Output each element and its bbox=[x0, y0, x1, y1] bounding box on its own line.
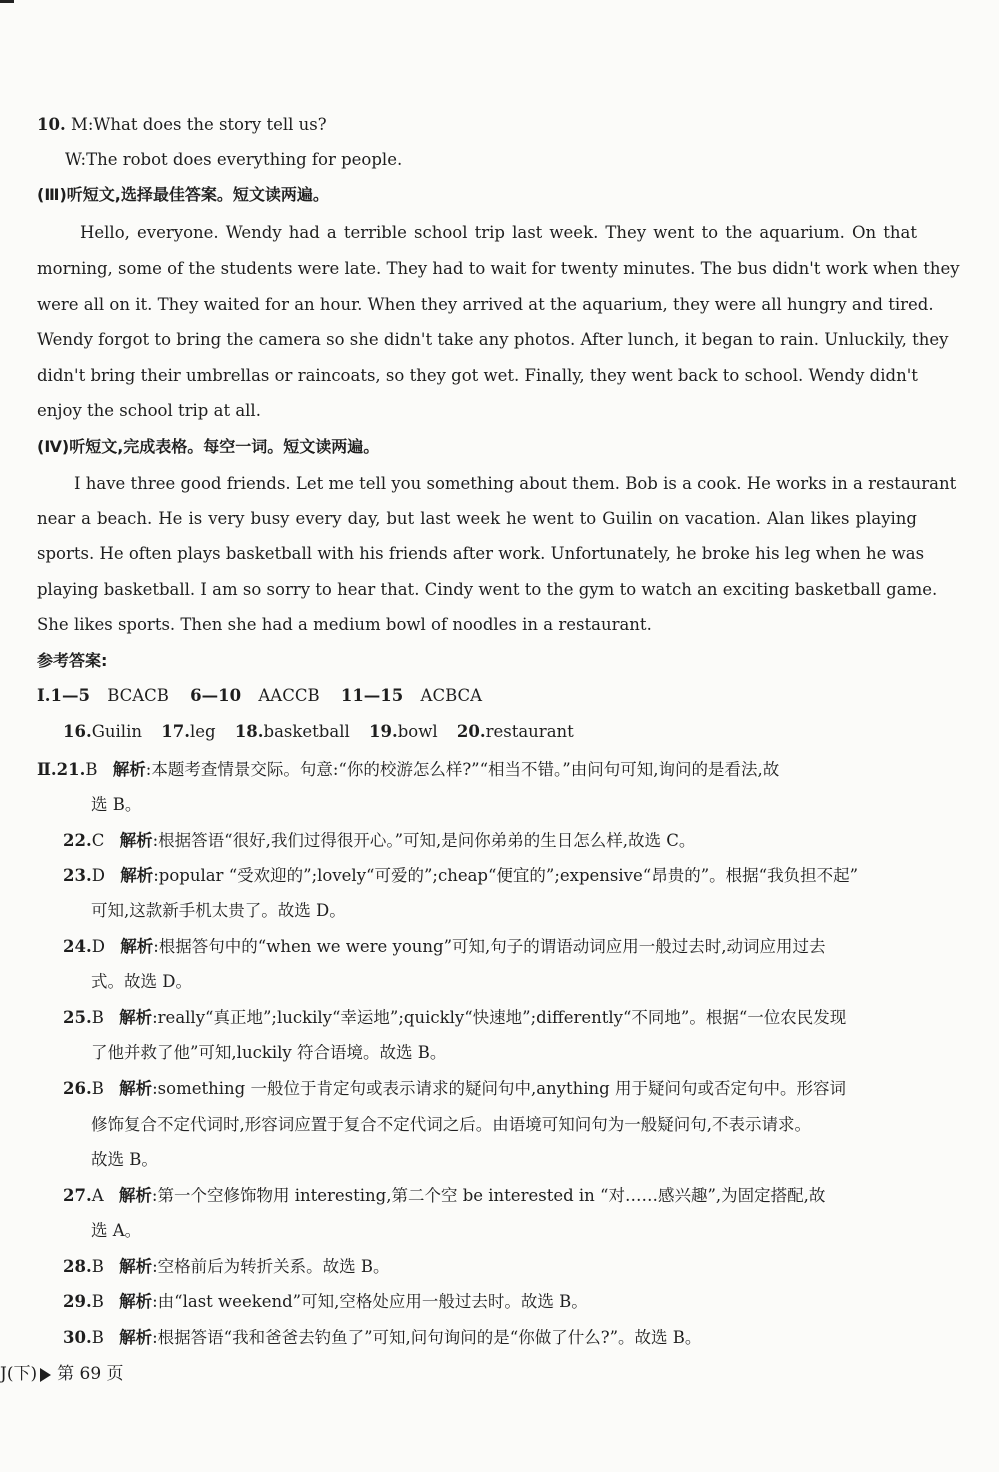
q27-text-2: 选 A。 bbox=[91, 1221, 142, 1240]
q26-text-3: 故选 B。 bbox=[91, 1150, 158, 1169]
q22-analysis-label: 解析 bbox=[119, 831, 153, 850]
q22-number: 22. bbox=[63, 831, 92, 850]
blank-18-answer: basketball bbox=[263, 722, 350, 741]
blank-18-number: 18. bbox=[234, 722, 264, 741]
blank-17-answer: leg bbox=[189, 722, 216, 741]
answers-heading: 参考答案: bbox=[37, 651, 108, 670]
q29-number: 29. bbox=[63, 1292, 92, 1311]
q10-m-text: M:What does the story tell us? bbox=[70, 115, 327, 134]
part4-heading: (Ⅳ)听短文,完成表格。每空一词。短文读两遍。 bbox=[37, 437, 380, 456]
q29-answer: B bbox=[91, 1292, 104, 1311]
q24-analysis-label: 解析 bbox=[120, 937, 154, 956]
part4-line-2: near a beach. He is very busy every day, but last week he went to Guilin on vacation. Alan likes playing bbox=[37, 509, 917, 528]
q26-text-2: 修饰复合不定代词时,形容词应置于复合不定代词之后。由语境可知问句为一般疑问句,不表示请求。 bbox=[91, 1115, 811, 1134]
blank-20-number: 20. bbox=[456, 722, 486, 741]
q22-answer: C bbox=[91, 831, 105, 850]
q24-text-1: :根据答句中的“when we were young”可知,句子的谓语动词应用一般过去时,动词应用过去 bbox=[153, 937, 826, 956]
q26-analysis-label: 解析 bbox=[119, 1079, 153, 1098]
answers-1: BCACB bbox=[107, 686, 169, 705]
q30-text-1: :根据答语“我和爸爸去钓鱼了”可知,问句询问的是“你做了什么?”。故选 B。 bbox=[152, 1328, 702, 1347]
q28-line-1 bbox=[63, 1255, 390, 1279]
blank-20-answer: restaurant bbox=[485, 722, 574, 741]
q27-line-1 bbox=[63, 1184, 825, 1208]
q22-line-1 bbox=[63, 829, 695, 853]
q30-line-1 bbox=[63, 1326, 701, 1350]
part4-line-1: I have three good friends. Let me tell you something about them. Bob is a cook. He works in a restaurant bbox=[74, 474, 957, 493]
q10-number: 10. bbox=[37, 115, 66, 134]
q26-text-1: :something 一般位于肯定句或表示请求的疑问句中,anything 用于疑问句或否定句中。形容词 bbox=[152, 1079, 846, 1098]
blank-16-number: 16. bbox=[63, 722, 92, 741]
q23-analysis-label: 解析 bbox=[120, 866, 154, 885]
part4-line-4: playing basketball. I am so sorry to hear that. Cindy went to the gym to watch an exciting basketball game. bbox=[37, 580, 938, 599]
page-number: 第 69 页 bbox=[57, 1364, 124, 1384]
q25-answer: B bbox=[91, 1008, 104, 1027]
part3-line-1: Hello, everyone. Wendy had a terrible school trip last week. They went to the aquarium. On that bbox=[80, 223, 917, 242]
q21-text-1: :本题考查情景交际。句意:“你的校游怎么样?”“相当不错。”由问句可知,询问的是看法,故 bbox=[145, 760, 780, 779]
blank-19-answer: bowl bbox=[397, 722, 438, 741]
q21-answer: B bbox=[85, 760, 98, 779]
q28-answer: B bbox=[91, 1257, 104, 1276]
part3-line-5: didn't bring their umbrellas or raincoats, so they got wet. Finally, they went back to school. Wendy didn't bbox=[37, 366, 918, 385]
q30-answer: B bbox=[91, 1328, 104, 1347]
q24-number: 24. bbox=[63, 937, 92, 956]
part1-blanks-row bbox=[63, 720, 574, 744]
q28-number: 28. bbox=[63, 1257, 92, 1276]
part3-line-2: morning, some of the students were late. They had to wait for twenty minutes. The bus didn't work when they bbox=[37, 259, 960, 278]
q27-text-1: :第一个空修饰物用 interesting,第二个空 be interested in “对……感兴趣”,为固定搭配,故 bbox=[151, 1186, 826, 1205]
part3-line-6: enjoy the school trip at all. bbox=[37, 401, 261, 420]
q29-line-1 bbox=[63, 1290, 588, 1314]
part4-line-3: sports. He often plays basketball with his friends after work. Unfortunately, he broke his leg when he was bbox=[37, 544, 925, 563]
q21-number: 21. bbox=[56, 760, 86, 779]
footer-prefix: J(下) bbox=[0, 1364, 38, 1384]
blank-17-number: 17. bbox=[161, 722, 190, 741]
part3-line-4: Wendy forgot to bring the camera so she didn't take any photos. After lunch, it began to rain. Unluckily, they bbox=[37, 330, 949, 349]
q29-analysis-label: 解析 bbox=[119, 1292, 153, 1311]
q28-text-1: :空格前后为转折关系。故选 B。 bbox=[152, 1257, 390, 1276]
range-1: 1—5 bbox=[50, 686, 90, 705]
q25-text-2: 了他并救了他”可知,luckily 符合语境。故选 B。 bbox=[91, 1043, 447, 1062]
part4-line-5: She likes sports. Then she had a medium bowl of noodles in a restaurant. bbox=[37, 615, 652, 634]
q10-line-m bbox=[37, 113, 327, 137]
q23-answer: D bbox=[91, 866, 105, 885]
range-3: 11—15 bbox=[340, 686, 404, 705]
part2-label: Ⅱ. bbox=[37, 760, 57, 779]
answers-3: ACBCA bbox=[420, 686, 483, 705]
q22-text-1: :根据答语“很好,我们过得很开心。”可知,是问你弟弟的生日怎么样,故选 C。 bbox=[152, 831, 696, 850]
corner-mark bbox=[0, 0, 14, 3]
q27-analysis-label: 解析 bbox=[118, 1186, 152, 1205]
q25-text-1: :really“真正地”;luckily“幸运地”;quickly“快速地”;differently“不同地”。根据“一位农民发现 bbox=[152, 1008, 847, 1027]
range-2: 6—10 bbox=[190, 686, 242, 705]
q25-line-1 bbox=[63, 1006, 846, 1030]
q25-number: 25. bbox=[63, 1008, 92, 1027]
page-footer bbox=[0, 1361, 124, 1387]
q26-line-1 bbox=[63, 1077, 846, 1101]
q23-number: 23. bbox=[63, 866, 92, 885]
q23-line-1 bbox=[63, 864, 858, 888]
q28-analysis-label: 解析 bbox=[119, 1257, 153, 1276]
q21-line-1 bbox=[37, 758, 779, 782]
part3-heading: (Ⅲ)听短文,选择最佳答案。短文读两遍。 bbox=[37, 185, 329, 204]
blank-16-answer: Guilin bbox=[91, 722, 142, 741]
q25-analysis-label: 解析 bbox=[119, 1008, 153, 1027]
q23-text-2: 可知,这款新手机太贵了。故选 D。 bbox=[91, 901, 346, 920]
q23-text-1: :popular “受欢迎的”;lovely“可爱的”;cheap“便宜的”;expensive“昂贵的”。根据“我负担不起” bbox=[153, 866, 859, 885]
q30-analysis-label: 解析 bbox=[119, 1328, 153, 1347]
part1-answers-row bbox=[37, 684, 482, 708]
part1-label: Ⅰ. bbox=[37, 686, 51, 705]
q30-number: 30. bbox=[63, 1328, 92, 1347]
q24-answer: D bbox=[91, 937, 105, 956]
part3-line-3: were all on it. They waited for an hour. When they arrived at the aquarium, they were all hungry and tired. bbox=[37, 295, 934, 314]
q29-text-1: :由“last weekend”可知,空格处应用一般过去时。故选 B。 bbox=[152, 1292, 588, 1311]
blank-19-number: 19. bbox=[369, 722, 398, 741]
q21-analysis-label: 解析 bbox=[112, 760, 146, 779]
q26-number: 26. bbox=[63, 1079, 92, 1098]
q24-text-2: 式。故选 D。 bbox=[91, 972, 192, 991]
triangle-right-icon bbox=[40, 1368, 51, 1382]
q21-text-2: 选 B。 bbox=[91, 795, 142, 814]
q27-answer: A bbox=[91, 1186, 104, 1205]
q26-answer: B bbox=[91, 1079, 104, 1098]
q24-line-1 bbox=[63, 935, 826, 959]
answers-2: AACCB bbox=[258, 686, 320, 705]
q10-w-text: W:The robot does everything for people. bbox=[65, 150, 403, 169]
q27-number: 27. bbox=[63, 1186, 92, 1205]
